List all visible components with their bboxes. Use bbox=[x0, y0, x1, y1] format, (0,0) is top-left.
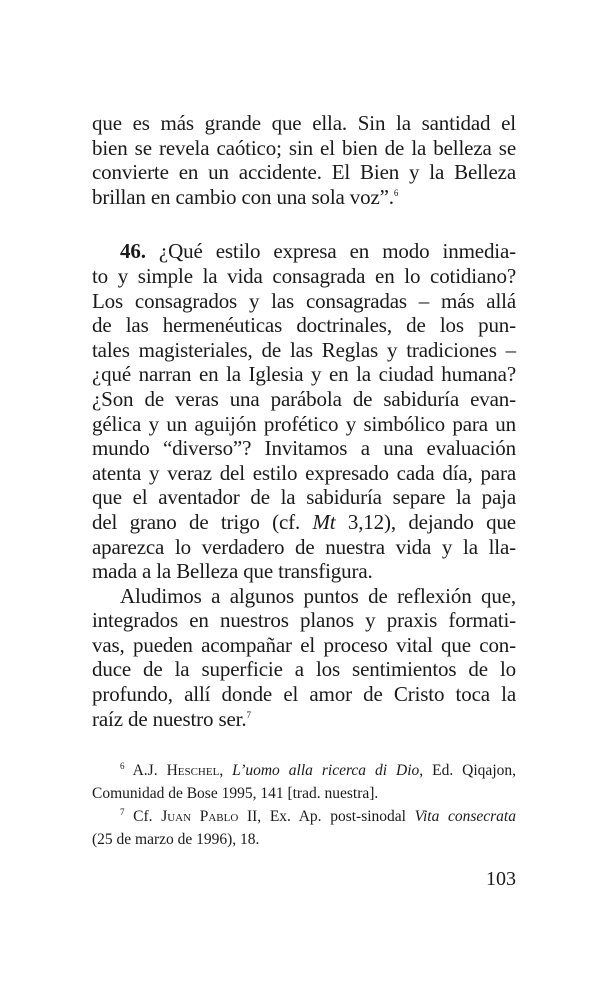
text-line: Los consagrados y las consagradas – más allá bbox=[92, 288, 516, 313]
text-line: que es más grande que ella. Sin la santidad el bbox=[92, 111, 516, 135]
text-line bbox=[92, 510, 516, 535]
text-fragment: del grano de trigo (cf. bbox=[92, 509, 313, 534]
text-line bbox=[92, 185, 516, 210]
text-line: integrados en nuestros planos y praxis formati- bbox=[92, 608, 516, 633]
text-line: aparezca lo verdadero de nuestra vida y la lla- bbox=[92, 534, 516, 559]
author-name: Juan Pablo bbox=[161, 808, 239, 826]
paragraph-reflection bbox=[92, 584, 516, 732]
paragraph-number: 46. bbox=[120, 239, 146, 264]
text-line: duce de la superficie a los sentimientos de lo bbox=[92, 657, 516, 682]
text-line: profundo, allí donde el amor de Cristo toca la bbox=[92, 682, 516, 707]
text-fragment: II, Ex. Ap. post-sinodal bbox=[238, 808, 415, 826]
book-title: L’uomo alla ricerca di Dio bbox=[232, 762, 420, 780]
paragraph-46 bbox=[92, 239, 516, 583]
text-fragment: raíz de nuestro ser. bbox=[92, 706, 247, 731]
text-line: convierte en un accidente. El Bien y la Belleza bbox=[92, 160, 516, 185]
text-line: atenta y veraz del estilo expresado cada día, para bbox=[92, 460, 516, 485]
text-line: Aludimos a algunos puntos de reflexión que, bbox=[120, 583, 516, 608]
footnote-7 bbox=[92, 805, 516, 828]
page-body bbox=[92, 111, 516, 891]
text-line: ¿qué narran en la Iglesia y en la ciudad humana? bbox=[92, 362, 516, 387]
text-line: to y simple la vida consagrada en lo cotidiano? bbox=[92, 263, 516, 288]
book-title: Vita consecrata bbox=[414, 808, 516, 826]
text-fragment: Cf. bbox=[124, 808, 162, 826]
text-line: mundo “diverso”? Invitamos a una evaluación bbox=[92, 436, 516, 461]
text-line: bien se revela caótico; sin el bien de la belleza se bbox=[92, 135, 516, 160]
footnote-number: 7 bbox=[120, 807, 125, 818]
text-line bbox=[92, 239, 516, 264]
text-line: tales magisteriales, de las Reglas y tradiciones – bbox=[92, 337, 516, 362]
text-line: Comunidad de Bose 1995, 141 [trad. nuestra]. bbox=[92, 785, 379, 803]
text-line: que el aventador de la sabiduría separe la paja bbox=[92, 485, 516, 510]
text-fragment: ¿Qué estilo expresa en modo inmedia- bbox=[145, 239, 516, 264]
text-fragment: brillan en cambio con una sola voz”. bbox=[92, 184, 394, 209]
page-number: 103 bbox=[486, 868, 516, 891]
text-line: mada a la Belleza que transfigura. bbox=[92, 559, 373, 584]
text-fragment: 3,12), dejando que bbox=[335, 509, 516, 534]
text-line: vas, pueden acompañar el proceso vital que con- bbox=[92, 632, 516, 657]
text-line: de las hermenéuticas doctrinales, de los pun- bbox=[92, 313, 516, 338]
footnote-ref: 7 bbox=[246, 709, 251, 720]
footnotes bbox=[92, 759, 516, 851]
text-fragment: , bbox=[219, 762, 233, 780]
text-line: (25 de marzo de 1996), 18. bbox=[92, 831, 260, 849]
scripture-ref: Mt bbox=[312, 509, 336, 534]
author-name: Heschel bbox=[166, 762, 220, 780]
footnote-6 bbox=[92, 759, 516, 782]
paragraph-continuation bbox=[92, 111, 516, 209]
text-fragment: A.J. bbox=[124, 762, 167, 780]
text-fragment: , Ed. Qiqajon, bbox=[419, 762, 516, 780]
footnote-ref: 6 bbox=[393, 187, 399, 198]
text-line bbox=[92, 707, 516, 732]
footnote-number: 6 bbox=[120, 761, 125, 772]
text-line: gélica y un aguijón profético y simbólico para un bbox=[92, 411, 516, 436]
text-line: ¿Son de veras una parábola de sabiduría evan- bbox=[92, 386, 516, 411]
